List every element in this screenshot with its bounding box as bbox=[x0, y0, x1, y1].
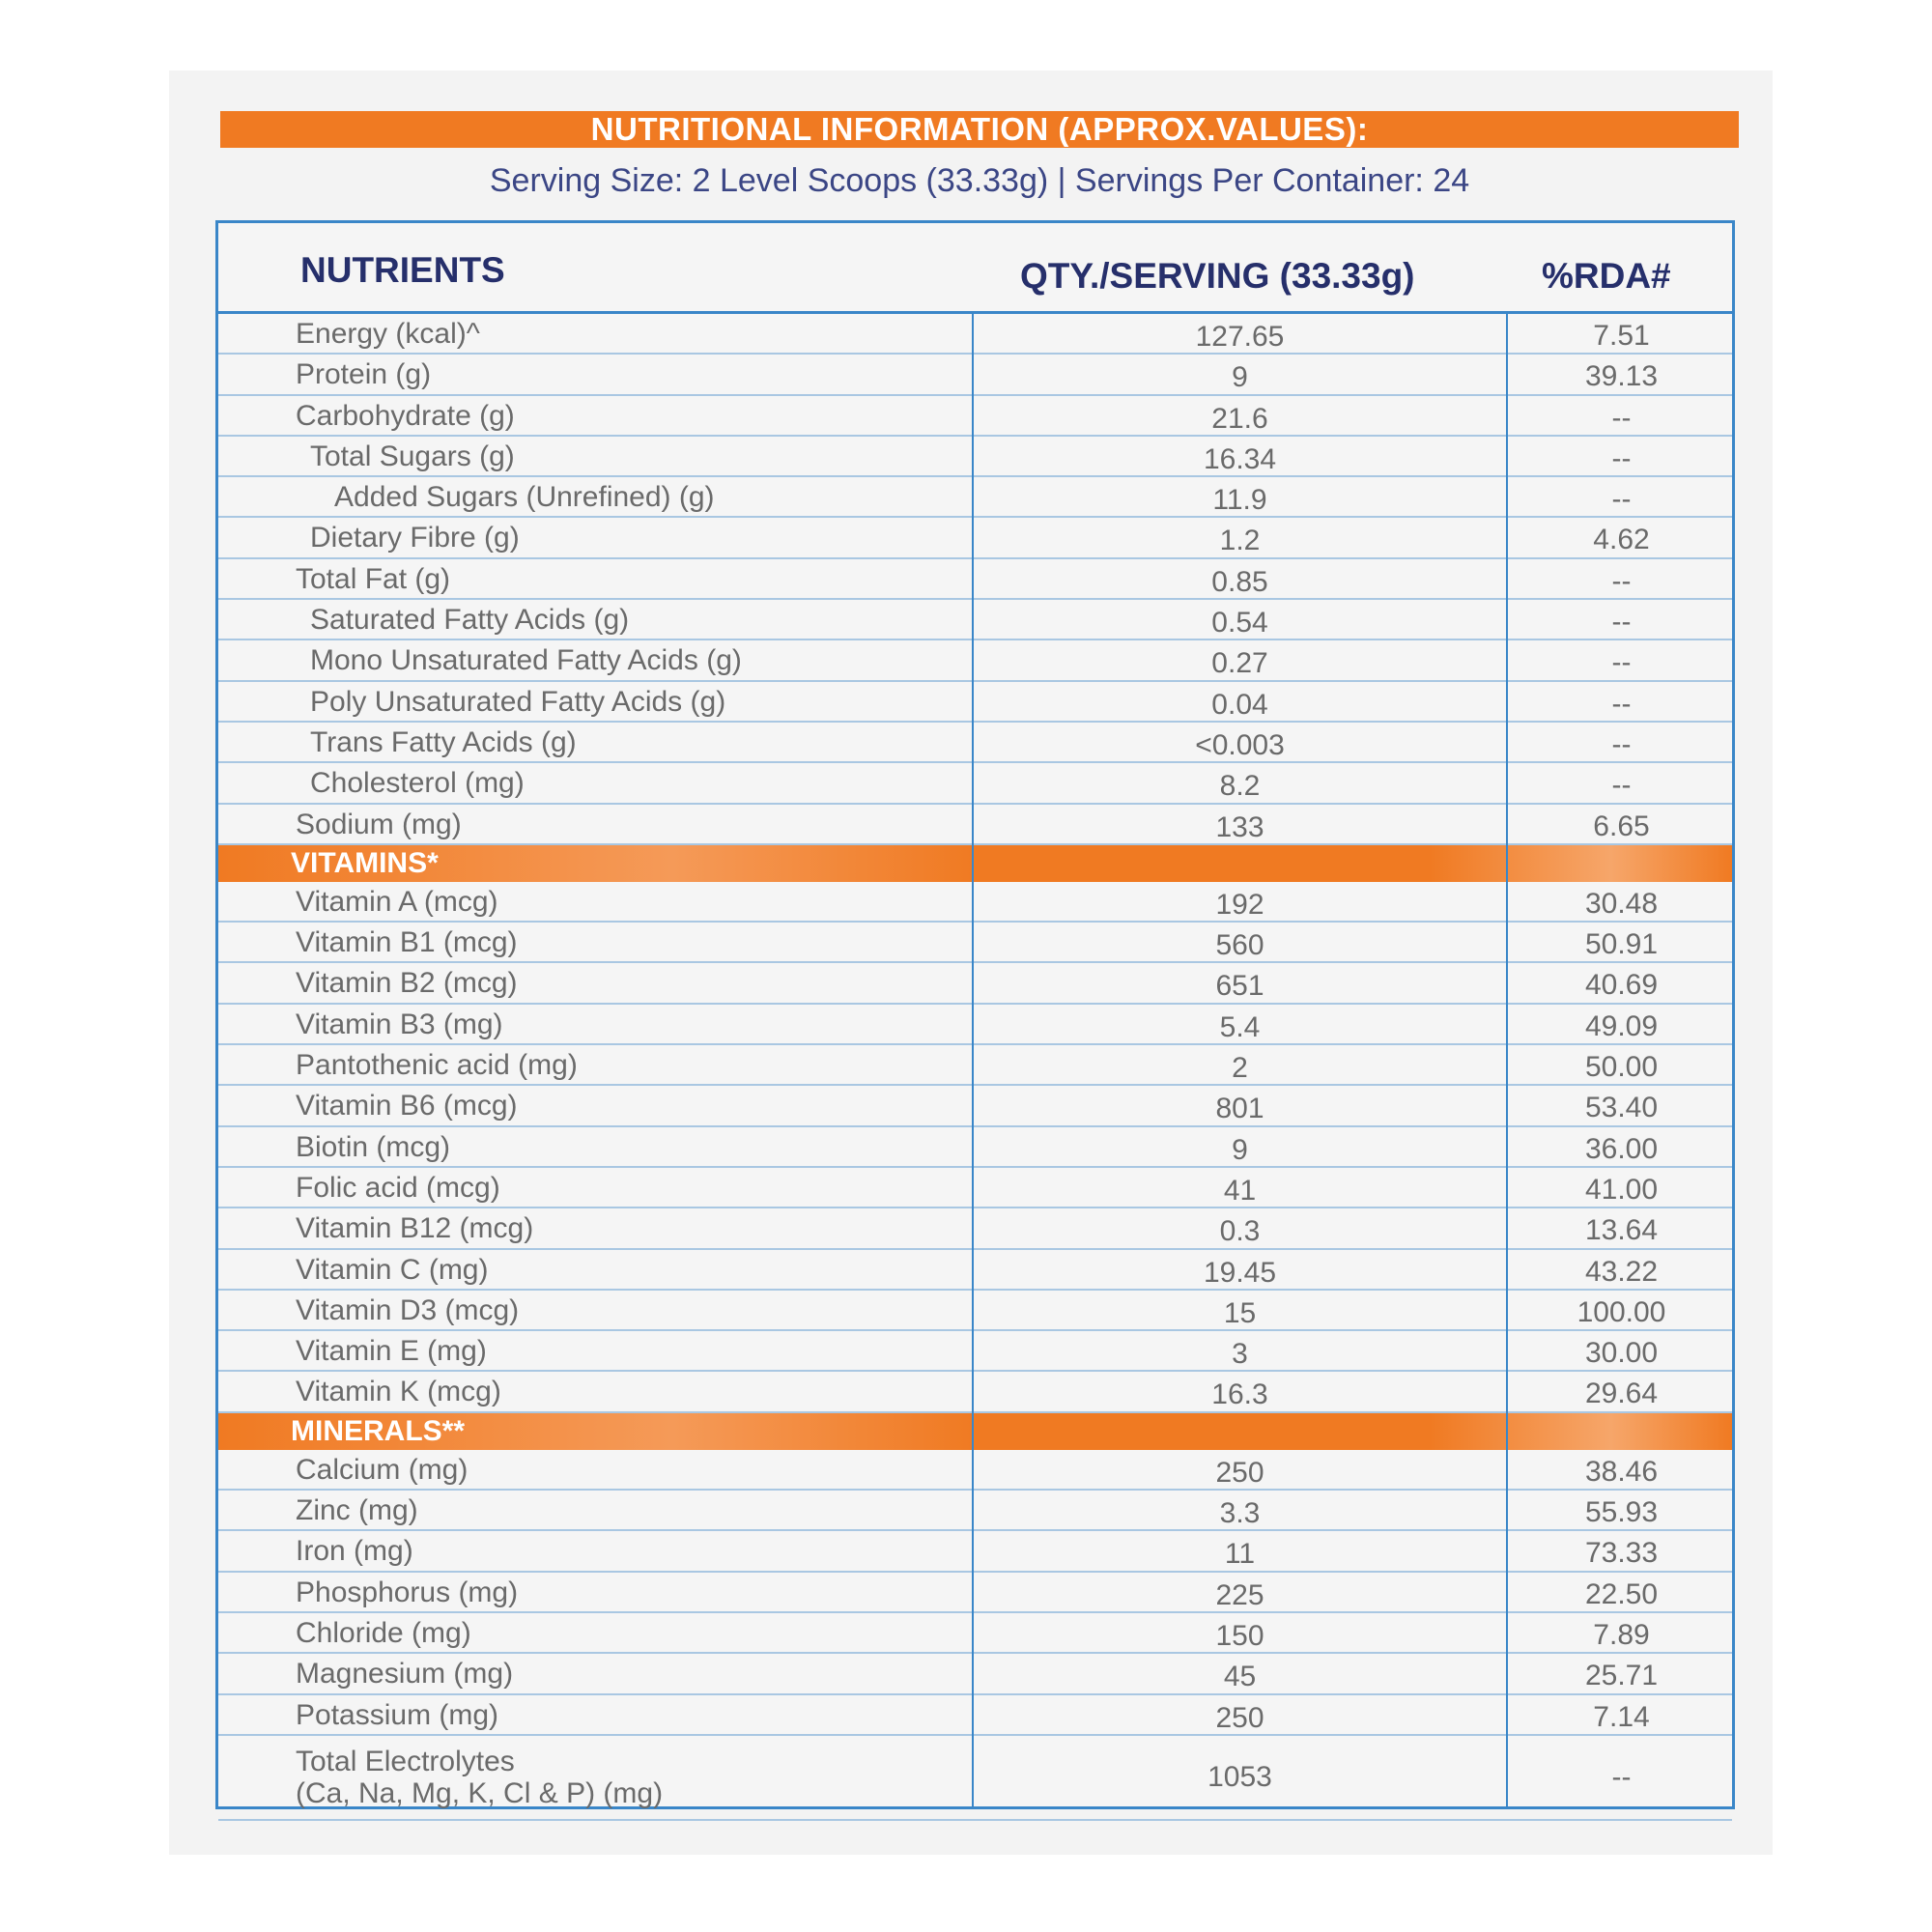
nutrient-name: Chloride (mg) bbox=[296, 1616, 471, 1649]
table-row bbox=[218, 1736, 1732, 1821]
qty-value: 21.6 bbox=[1211, 402, 1268, 435]
table-row bbox=[218, 600, 1732, 640]
table-header bbox=[218, 223, 1732, 314]
rda-value: 7.89 bbox=[1593, 1618, 1650, 1651]
qty-value: 0.3 bbox=[1219, 1215, 1261, 1248]
rda-value: -- bbox=[1611, 687, 1632, 720]
table-row bbox=[218, 314, 1732, 355]
nutrient-name: Trans Fatty Acids (g) bbox=[310, 725, 577, 758]
rda-value: 4.62 bbox=[1593, 524, 1650, 556]
qty-value: 16.3 bbox=[1211, 1378, 1268, 1411]
nutrient-name: Iron (mg) bbox=[296, 1535, 413, 1568]
nutrient-name: Vitamin D3 (mcg) bbox=[296, 1293, 520, 1326]
table-row bbox=[218, 805, 1732, 845]
header-qty: QTY./SERVING (33.33g) bbox=[1020, 256, 1415, 296]
qty-value: 3 bbox=[1232, 1338, 1248, 1371]
table-row bbox=[218, 1127, 1732, 1168]
qty-value: 9 bbox=[1232, 1133, 1248, 1166]
nutrient-name: Vitamin E (mg) bbox=[296, 1335, 487, 1368]
nutrient-name: Magnesium (mg) bbox=[296, 1658, 514, 1690]
table-row bbox=[218, 1005, 1732, 1045]
nutrient-name: Vitamin C (mg) bbox=[296, 1253, 489, 1286]
rda-value: 38.46 bbox=[1584, 1455, 1659, 1488]
table-row bbox=[218, 682, 1732, 723]
qty-value: 5.4 bbox=[1219, 1010, 1261, 1043]
rda-value: 13.64 bbox=[1584, 1214, 1659, 1247]
rda-value: 41.00 bbox=[1584, 1173, 1659, 1206]
rda-value: 30.48 bbox=[1584, 887, 1659, 920]
table-row bbox=[218, 477, 1732, 518]
nutrient-name: Total Sugars (g) bbox=[310, 440, 515, 472]
qty-value: 15 bbox=[1223, 1296, 1257, 1329]
table-row bbox=[218, 1331, 1732, 1372]
rda-value: -- bbox=[1611, 646, 1632, 679]
table-row bbox=[218, 963, 1732, 1004]
table-row bbox=[218, 882, 1732, 923]
nutrient-name: Vitamin B12 (mcg) bbox=[296, 1212, 534, 1245]
rda-value: -- bbox=[1611, 606, 1632, 639]
nutrient-name: Vitamin B3 (mg) bbox=[296, 1008, 503, 1040]
rda-value: 100.00 bbox=[1577, 1295, 1666, 1328]
rda-value: 50.00 bbox=[1584, 1051, 1659, 1084]
nutrient-name: Total Electrolytes (Ca, Na, Mg, K, Cl & P) (mg) bbox=[296, 1745, 664, 1809]
nutrient-name: Sodium (mg) bbox=[296, 808, 462, 840]
header-rda: %RDA# bbox=[1542, 256, 1671, 296]
nutrient-name: Saturated Fatty Acids (g) bbox=[310, 604, 630, 637]
section-band: VITAMINS* bbox=[218, 845, 1732, 882]
rda-value: -- bbox=[1611, 769, 1632, 802]
nutrient-name: Vitamin B1 (mcg) bbox=[296, 926, 518, 959]
table-row bbox=[218, 1291, 1732, 1331]
rda-value: 29.64 bbox=[1584, 1378, 1659, 1410]
nutrient-name: Vitamin A (mcg) bbox=[296, 885, 498, 918]
qty-value: 127.65 bbox=[1195, 321, 1285, 353]
qty-value: 133 bbox=[1215, 810, 1264, 843]
rda-value: 22.50 bbox=[1584, 1577, 1659, 1610]
table-row bbox=[218, 396, 1732, 437]
table-row bbox=[218, 763, 1732, 804]
qty-value: 0.54 bbox=[1211, 607, 1268, 639]
title-bar: NUTRITIONAL INFORMATION (APPROX.VALUES): bbox=[220, 111, 1739, 148]
qty-value: 0.27 bbox=[1211, 647, 1268, 680]
qty-value: 560 bbox=[1215, 929, 1264, 962]
table-row bbox=[218, 1250, 1732, 1291]
qty-value: 192 bbox=[1215, 888, 1264, 921]
nutrition-table bbox=[215, 220, 1735, 1809]
table-row bbox=[218, 1613, 1732, 1654]
table-row bbox=[218, 1573, 1732, 1613]
qty-value: 8.2 bbox=[1219, 770, 1261, 803]
rda-value: 39.13 bbox=[1584, 360, 1659, 393]
table-row bbox=[218, 1654, 1732, 1694]
header-nutrients: NUTRIENTS bbox=[300, 250, 505, 290]
qty-value: 250 bbox=[1215, 1701, 1264, 1734]
qty-value: 801 bbox=[1215, 1093, 1264, 1125]
table-row bbox=[218, 1531, 1732, 1572]
nutrient-name: Added Sugars (Unrefined) (g) bbox=[334, 481, 715, 514]
qty-value: 19.45 bbox=[1203, 1256, 1277, 1289]
table-row bbox=[218, 1086, 1732, 1126]
rda-value: -- bbox=[1611, 441, 1632, 474]
nutrient-name: Folic acid (mcg) bbox=[296, 1171, 500, 1204]
rda-value: -- bbox=[1611, 564, 1632, 597]
table-row bbox=[218, 437, 1732, 477]
table-row bbox=[218, 1491, 1732, 1531]
table-row bbox=[218, 1208, 1732, 1249]
qty-value: 16.34 bbox=[1203, 442, 1277, 475]
rda-value: 40.69 bbox=[1584, 969, 1659, 1002]
table-row bbox=[218, 1045, 1732, 1086]
nutrient-name: Vitamin B6 (mcg) bbox=[296, 1090, 518, 1122]
table-row bbox=[218, 1168, 1732, 1208]
column-divider bbox=[1506, 314, 1508, 1806]
nutrient-name: Protein (g) bbox=[296, 358, 432, 391]
rda-value: 73.33 bbox=[1584, 1537, 1659, 1570]
rda-value: -- bbox=[1611, 1760, 1632, 1793]
table-row bbox=[218, 559, 1732, 600]
rda-value: -- bbox=[1611, 483, 1632, 516]
qty-value: 651 bbox=[1215, 970, 1264, 1003]
nutrient-name: Poly Unsaturated Fatty Acids (g) bbox=[310, 685, 726, 718]
rda-value: 55.93 bbox=[1584, 1496, 1659, 1529]
rda-value: 49.09 bbox=[1584, 1009, 1659, 1042]
rda-value: 6.65 bbox=[1593, 810, 1650, 842]
nutrient-name: Potassium (mg) bbox=[296, 1698, 499, 1731]
nutrient-name: Vitamin B2 (mcg) bbox=[296, 967, 518, 1000]
qty-value: 11 bbox=[1224, 1538, 1256, 1571]
qty-value: 11.9 bbox=[1212, 484, 1267, 517]
table-row bbox=[218, 1695, 1732, 1736]
nutrient-name: Biotin (mcg) bbox=[296, 1130, 451, 1163]
qty-value: 45 bbox=[1223, 1661, 1257, 1693]
nutrient-name: Dietary Fibre (g) bbox=[310, 522, 520, 554]
rda-value: -- bbox=[1611, 727, 1632, 760]
table-row bbox=[218, 640, 1732, 681]
table-row bbox=[218, 1372, 1732, 1412]
nutrient-name: Calcium (mg) bbox=[296, 1453, 469, 1486]
qty-value: 0.85 bbox=[1211, 565, 1268, 598]
rda-value: 7.14 bbox=[1593, 1700, 1650, 1733]
qty-value: 250 bbox=[1215, 1456, 1264, 1489]
qty-value: 3.3 bbox=[1219, 1497, 1261, 1530]
qty-value: <0.003 bbox=[1195, 728, 1285, 761]
rda-value: 36.00 bbox=[1584, 1132, 1659, 1165]
nutrient-name: Energy (kcal)^ bbox=[296, 318, 480, 350]
rda-value: 53.40 bbox=[1584, 1092, 1659, 1124]
qty-value: 150 bbox=[1215, 1619, 1264, 1652]
qty-value: 1053 bbox=[1208, 1760, 1272, 1793]
rda-value: 25.71 bbox=[1584, 1660, 1659, 1692]
table-row bbox=[218, 518, 1732, 558]
nutrient-name: Total Fat (g) bbox=[296, 562, 451, 595]
nutrient-name: Phosphorus (mg) bbox=[296, 1576, 519, 1608]
table-row bbox=[218, 355, 1732, 395]
nutrient-name: Pantothenic acid (mg) bbox=[296, 1049, 578, 1082]
nutrient-name: Mono Unsaturated Fatty Acids (g) bbox=[310, 644, 742, 677]
table-body bbox=[218, 314, 1732, 1821]
qty-value: 1.2 bbox=[1219, 525, 1261, 557]
rda-value: -- bbox=[1611, 401, 1632, 434]
nutrient-name: Vitamin K (mcg) bbox=[296, 1376, 501, 1408]
qty-value: 225 bbox=[1215, 1578, 1264, 1611]
table-row bbox=[218, 1450, 1732, 1491]
rda-value: 50.91 bbox=[1584, 928, 1659, 961]
rda-value: 43.22 bbox=[1584, 1255, 1659, 1288]
nutrient-name: Zinc (mg) bbox=[296, 1494, 418, 1527]
serving-info: Serving Size: 2 Level Scoops (33.33g) | Servings Per Container: 24 bbox=[489, 162, 1470, 199]
nutrient-name: Carbohydrate (g) bbox=[296, 399, 515, 432]
section-band: MINERALS** bbox=[218, 1413, 1732, 1450]
rda-value: 7.51 bbox=[1593, 320, 1650, 352]
qty-value: 0.04 bbox=[1211, 688, 1268, 721]
qty-value: 9 bbox=[1232, 361, 1248, 394]
qty-value: 2 bbox=[1232, 1052, 1248, 1085]
table-row bbox=[218, 723, 1732, 763]
rda-value: 30.00 bbox=[1584, 1337, 1659, 1370]
column-divider bbox=[972, 314, 974, 1806]
nutrient-name: Cholesterol (mg) bbox=[310, 767, 525, 800]
qty-value: 41 bbox=[1223, 1174, 1257, 1207]
table-row bbox=[218, 923, 1732, 963]
